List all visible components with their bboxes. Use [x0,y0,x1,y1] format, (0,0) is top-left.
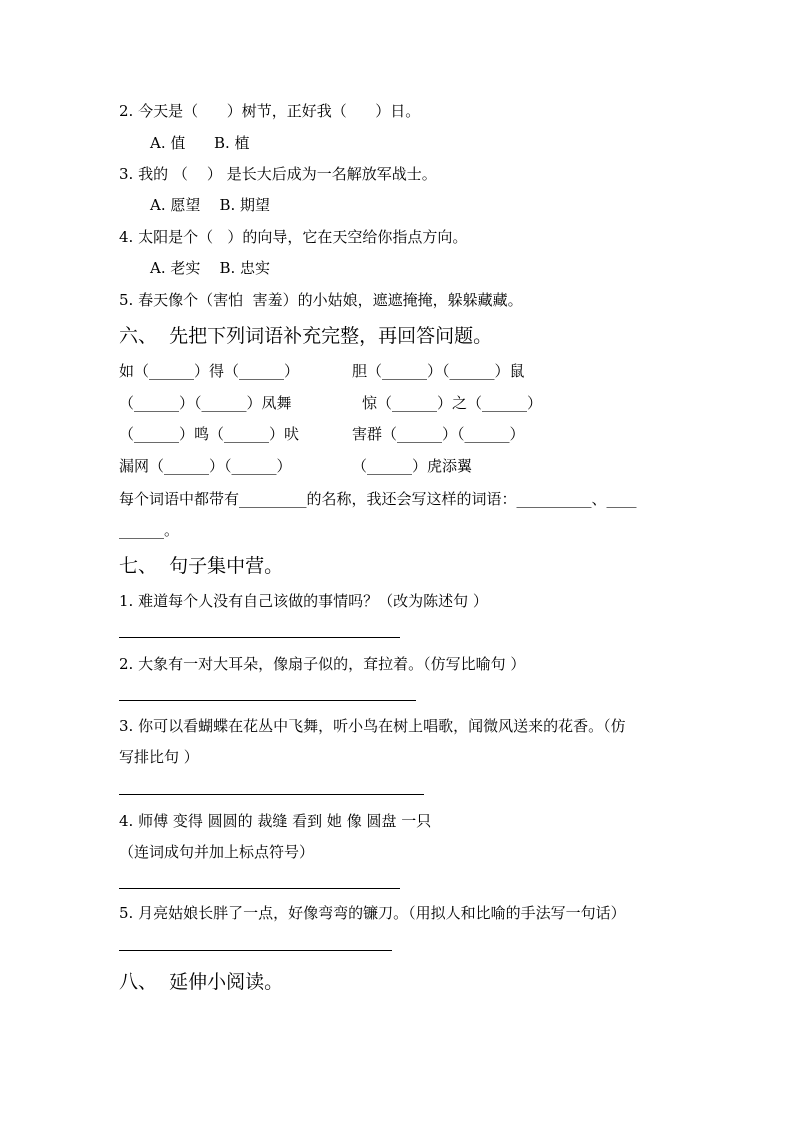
answer-line-4 [119,888,400,889]
section-6-title: 六、 先把下列词语补充完整，再回答问题。 [119,325,493,347]
sentence-2: 2. 大象有一对大耳朵，像扇子似的，耷拉着。（仿写比喻句 ） [119,655,526,673]
answer-line-2 [119,700,416,701]
answer-line-5 [119,950,392,951]
word-fill-3b: 害群（______）（______） [352,425,525,443]
sentence-3-cont: 写排比句 ） [119,748,199,766]
word-fill-2b: 惊（______）之（______） [362,394,543,412]
sentence-4-note: （连词成句并加上标点符号） [119,843,315,861]
section-8-title: 八、 延伸小阅读。 [119,971,284,993]
question-2-options: A. 值 B. 植 [150,134,250,152]
question-4: 4. 太阳是个（ ）的向导，它在天空给你指点方向。 [119,228,468,246]
word-fill-2a: （______）（______）凤舞 [119,394,292,412]
answer-line-3 [119,794,424,795]
question-4-options: A. 老实 B. 忠实 [150,259,271,277]
question-5: 5. 春天像个（害怕 害羞）的小姑娘，遮遮掩掩，躲躲藏藏。 [119,291,523,309]
section-7-title: 七、 句子集中营。 [119,555,284,577]
word-fill-1b: 胆（______）（______）鼠 [352,362,525,380]
question-3-options: A. 愿望 B. 期望 [150,196,271,214]
word-fill-4b: （______）虎添翼 [352,457,473,475]
word-fill-3a: （______）鸣（______）吠 [119,425,300,443]
question-3: 3. 我的 （ ） 是长大后成为一名解放军战士。 [119,165,437,183]
word-fill-4a: 漏网（______）（______） [119,457,292,475]
question-2: 2. 今天是（ ）树节，正好我（ ）日。 [119,102,421,120]
word-fill-1a: 如（______）得（______） [119,362,300,380]
answer-line-1 [119,637,400,638]
sentence-5: 5. 月亮姑娘长胖了一点，好像弯弯的镰刀。（用拟人和比喻的手法写一句话） [119,904,626,922]
sentence-4: 4. 师傅 变得 圆圆的 裁缝 看到 她 像 圆盘 一只 [119,812,432,830]
sentence-3: 3. 你可以看蝴蝶在花丛中飞舞，听小鸟在树上唱歌，闻微风送来的花香。（仿 [119,717,626,735]
sentence-1: 1. 难道每个人没有自己该做的事情吗？（改为陈述句 ） [119,592,488,610]
section-6-question: 每个词语中都带有_________的名称，我还会写这样的词语：__________、____ [119,490,637,508]
section-6-question-cont: ______。 [119,521,180,539]
